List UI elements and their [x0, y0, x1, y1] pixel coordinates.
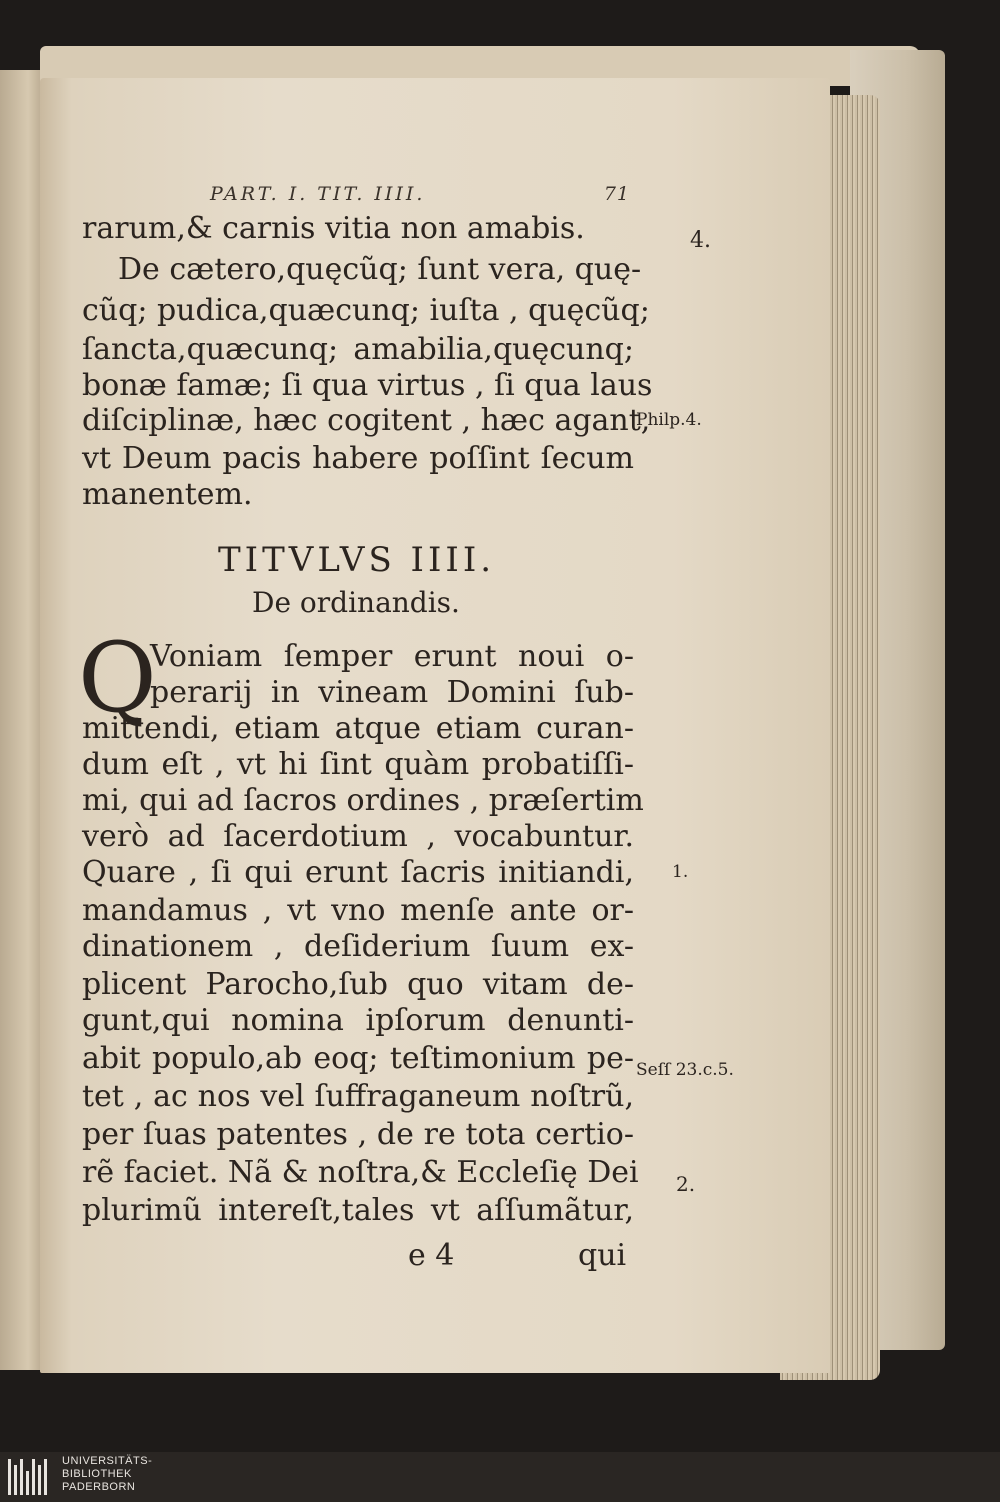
- logo-line: BIBLIOTHEK: [62, 1468, 132, 1480]
- text-line: mittendi, etiam atque etiam curan-: [82, 711, 634, 746]
- text-line: dinationem , deſiderium ſuum ex-: [82, 929, 634, 964]
- running-title: PART. I. TIT. IIII.: [210, 183, 426, 205]
- text-line: vt Deum pacis habere poſſint ſecum: [82, 441, 634, 476]
- logo-line: UNIVERSITÄTS-: [62, 1455, 153, 1467]
- library-logo-icon: [6, 1455, 52, 1499]
- text-line: abit populo,ab eoq; teſtimonium pe-: [82, 1041, 634, 1076]
- marginal-note: 2.: [676, 1172, 696, 1196]
- text-line: Voniam ſemper erunt noui o-: [150, 639, 634, 674]
- text-line: rarum,& carnis vitia non amabis.: [82, 211, 585, 246]
- marginal-note: 1.: [672, 862, 689, 882]
- section-subtitle: De ordinandis.: [252, 586, 460, 619]
- text-line: cũq; pudica,quæcunq; iuſta , quęcũq;: [82, 293, 650, 328]
- text-line: gunt,qui nomina ipſorum denunti-: [82, 1003, 634, 1038]
- text-line: diſciplinæ, hæc cogitent , hæc agant,: [82, 403, 651, 438]
- text-line: dum eſt , vt hi ſint quàm probatiſſi-: [82, 747, 634, 782]
- text-line: De cætero,quęcũq; ſunt vera, quę-: [118, 252, 642, 287]
- running-header: [210, 183, 630, 205]
- drop-initial: Q: [78, 622, 157, 734]
- text-line: rẽ faciet. Nã & noſtra,& Eccleſię Dei: [82, 1155, 639, 1190]
- text-line: mandamus , vt vno menſe ante or-: [82, 893, 634, 928]
- marginal-note: 4.: [690, 228, 711, 253]
- text-line: manentem.: [82, 477, 253, 512]
- page-number: 71: [603, 183, 630, 205]
- text-line: Quare , ſi qui erunt ſacris initiandi,: [82, 855, 634, 890]
- text-line: per ſuas patentes , de re tota certio-: [82, 1117, 634, 1152]
- text-line: ſancta,quæcunq; amabilia,quęcunq;: [82, 332, 634, 367]
- text-line: tet , ac nos vel ſuffraganeum noſtrũ,: [82, 1079, 634, 1114]
- marginal-note: Seſſ 23.c.5.: [636, 1060, 734, 1080]
- section-title: TITVLVS IIII.: [218, 540, 496, 580]
- logo-line: PADERBORN: [62, 1481, 136, 1493]
- text-line: bonæ famæ; ſi qua virtus , ſi qua laus: [82, 368, 653, 403]
- text-line: plurimũ intereſt,tales vt aſſumãtur,: [82, 1193, 634, 1228]
- library-logo-text: [62, 1455, 152, 1494]
- marginal-note: Philp.4.: [636, 410, 702, 430]
- text-line: plicent Parocho,ſub quo vitam de-: [82, 967, 634, 1002]
- left-page-edge: [0, 70, 40, 1370]
- text-line: mi, qui ad ſacros ordines , præſertim: [82, 783, 644, 818]
- text-line: perarij in vineam Domini ſub-: [150, 675, 634, 710]
- signature-mark: e 4: [408, 1238, 455, 1273]
- text-line: verò ad ſacerdotium , vocabuntur.: [82, 819, 634, 854]
- catchword: qui: [578, 1238, 627, 1273]
